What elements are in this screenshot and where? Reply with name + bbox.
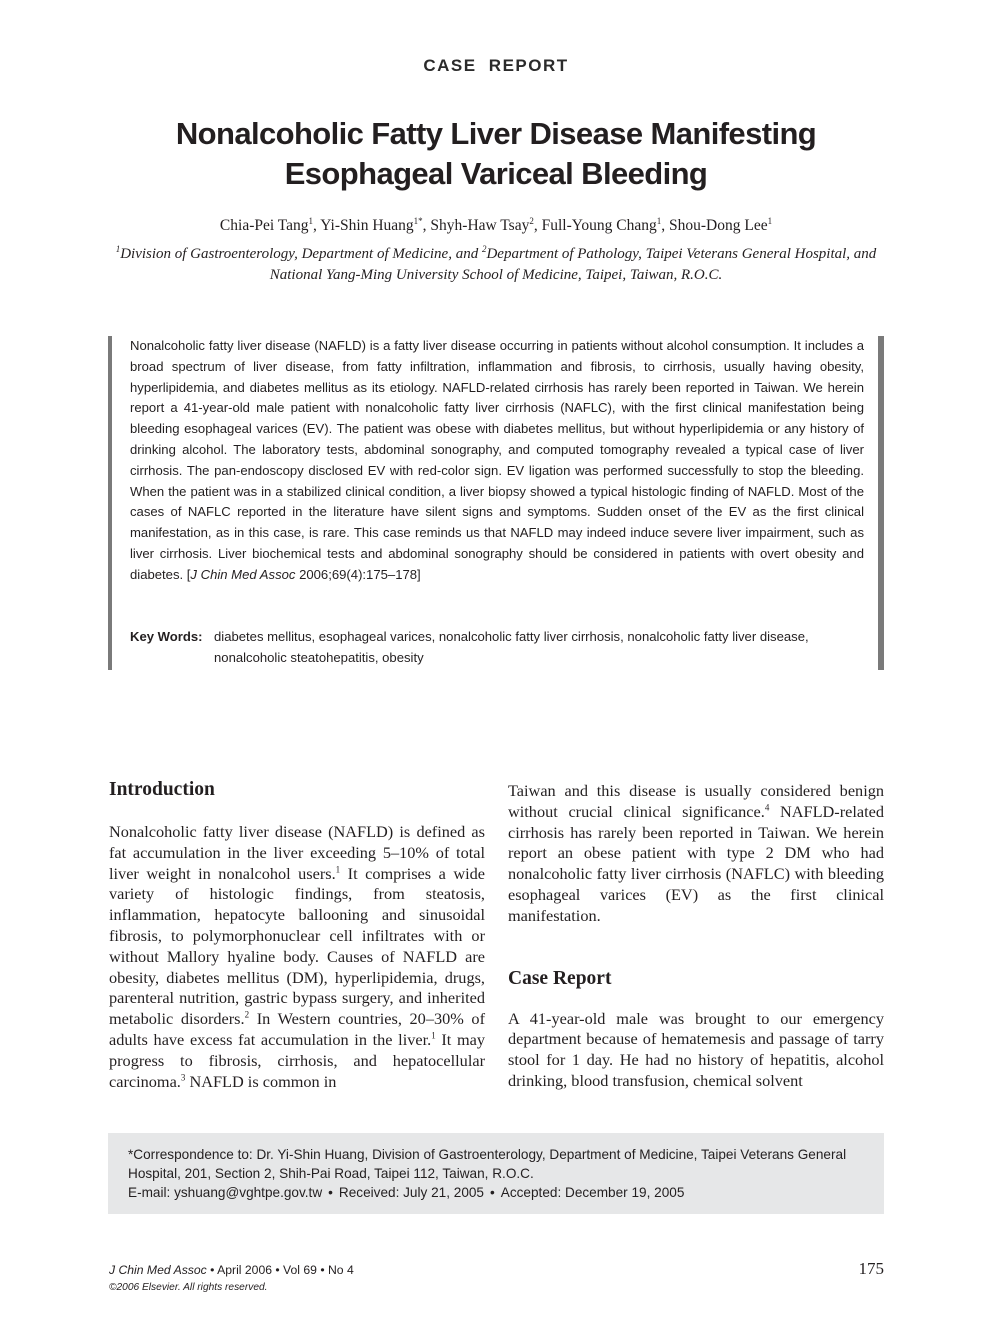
footer-journal-name: J Chin Med Assoc (109, 1263, 207, 1277)
author-affiliation-mark: 1 (656, 215, 662, 226)
text-run: It may progress to fibrosis, cirrhosis, and hepatocellular carcinoma. (109, 1029, 486, 1091)
correspondence-box (108, 1133, 884, 1214)
bullet-separator: • (328, 1185, 333, 1200)
abstract-box (108, 336, 884, 670)
correspondence-email: E-mail: yshuang@vghtpe.gov.tw (128, 1185, 323, 1200)
affiliation-mark: 1 (115, 244, 121, 254)
author-name: Full-Young Chang (541, 217, 657, 234)
text-run: It comprises a wide variety of histologic findings, from steatosis, inflammation, hepatocyte ballooning and sinusoidal fibrosis, to polymorphonuclear cell infiltrates with or without Mallory hyaline body. Causes of NAFLD are obesity, diabetes mellitus (DM), hyperlipidemia, drugs, parenteral nutrition, gastric bypass surgery, and inherited metabolic disorders. (109, 863, 485, 1029)
author-affiliation-mark: 1 (308, 215, 314, 226)
reference-mark: 4 (764, 802, 770, 813)
introduction-heading: Introduction (109, 779, 215, 800)
affiliation-text: Department of Pathology, Taipei Veterans General Hospital, and National Yang-Ming University School of Medicine, Taipei, Taiwan, R.O.C. (269, 246, 877, 283)
affiliation-mark: 2 (481, 244, 487, 254)
case-report-heading: Case Report (508, 967, 612, 989)
introduction-paragraph-continued (508, 781, 884, 927)
correspondence-meta (128, 1183, 864, 1202)
footer-journal-info (109, 1261, 354, 1297)
author-name: Chia-Pei Tang (219, 217, 309, 234)
reference-mark: 3 (180, 1072, 186, 1083)
author-affiliation-mark: 2 (529, 215, 534, 226)
keywords-label: Key Words: (130, 629, 203, 644)
author-name: Yi-Shin Huang (320, 217, 414, 234)
abstract-body: Nonalcoholic fatty liver disease (NAFLD) is a fatty liver disease occurring in patients without alcohol consumption. It includes a broad spectrum of liver disease, from fatty infiltration, inflammation and fibrosis, to cirrhosis, usually having obesity, hyperlipidemia, and diabetes mellitus as its etiology. NAFLD-related cirrhosis has rarely been reported in Taiwan. We herein report a 41-year-old male patient with nonalcoholic fatty liver cirrhosis (NAFLC), with the first clinical manifestation being bleeding esophageal varices (EV). The patient was obese with diabetes mellitus, but without hyperlipidemia or any history of drinking alcohol. The laboratory tests, abdominal sonography, and computed tomography revealed a typical case of liver cirrhosis. The pan-endoscopy disclosed EV with red-color sign. EV ligation was performed successfully to stop the bleeding. When the patient was in a stabilized clinical condition, a liver biopsy showed a typical histologic finding of NAFLD. Most of the cases of NAFLC reported in the literature have silent signs and symptoms. Sudden onset of the EV as the first clinical manifestation, as in this case, is rare. This case reminds us that NAFLD may indeed induce severe liver impairment, such as liver cirrhosis. Liver biochemical tests and abdominal sonography should be considered in patients with overt obesity and diabetes. [ (130, 338, 864, 582)
abstract-citation-journal: J Chin Med Assoc (190, 566, 296, 582)
affiliation-text: Division of Gastroenterology, Department of Medicine, and (120, 246, 482, 262)
footer-issue: • April 2006 • Vol 69 • No 4 (206, 1263, 354, 1277)
article-title: Nonalcoholic Fatty Liver Disease Manifesting Esophageal Variceal Bleeding (175, 116, 817, 191)
text-run: Taiwan and this disease is usually considered benign without crucial clinical significance. (508, 781, 884, 821)
accepted-date: Accepted: December 19, 2005 (500, 1185, 685, 1200)
footer-copyright: ©2006 Elsevier. All rights reserved. (109, 1282, 268, 1293)
page-number: 175 (858, 1259, 884, 1278)
text-run: NAFLD-related cirrhosis has rarely been reported in Taiwan. We herein report an obese patient with type 2 DM who had nonalcoholic fatty liver cirrhosis (NAFLC) with bleeding esophageal varices (EV) as the first clinical manifestation. (508, 801, 885, 925)
text-run: Nonalcoholic fatty liver disease (NAFLD) is defined as fat accumulation in the liver exceeding 5–10% of total liver weight in nonalcohol users. (109, 822, 485, 883)
correspondence-address: *Correspondence to: Dr. Yi-Shin Huang, Division of Gastroenterology, Department of Medicine, Taipei Veterans General Hospital, 201, Section 2, Shih-Pai Road, Taipei 112, Taiwan, R.O.C. (128, 1147, 847, 1181)
author-affiliation-mark: 1* (413, 215, 423, 226)
keywords-list: diabetes mellitus, esophageal varices, nonalcoholic fatty liver cirrhosis, nonalcoholic fatty liver disease, nonalcoholic steatohepatitis, obesity (214, 629, 809, 665)
text-run: NAFLD is common in (185, 1071, 337, 1091)
affiliations (110, 244, 882, 286)
reference-mark: 2 (244, 1009, 250, 1020)
section-label: CASE REPORT (423, 56, 569, 75)
right-column (508, 781, 884, 1092)
reference-mark: 1 (335, 864, 341, 875)
introduction-paragraph (109, 822, 485, 1092)
bullet-separator: • (490, 1185, 495, 1200)
abstract-text (130, 336, 864, 586)
author-list: Chia-Pei Tang$^1$, Yi-Shin Huang$^{1*}$, Shyh-Haw Tsay$^2$, Full-Young Chang$^1$, Shou-Dong Lee$^1$ (219, 215, 773, 234)
left-column (109, 778, 485, 1092)
text-run: In Western countries, 20–30% of adults have excess fat accumulation in the liver. (109, 1009, 485, 1049)
footer-issue-line (109, 1261, 354, 1279)
abstract-citation: 2006;69(4):175–178] (295, 566, 421, 582)
reference-mark: 1 (431, 1030, 436, 1041)
author-name: Shou-Dong Lee (669, 217, 768, 234)
received-date: Received: July 21, 2005 (338, 1185, 484, 1200)
author-affiliation-mark: 1 (767, 215, 773, 226)
case-report-paragraph: A 41-year-old male was brought to our emergency department because of hematemesis and passage of tarry stool for 1 day. He had no history of hepatitis, alcohol drinking, blood transfusion, chemical solvent (508, 1008, 884, 1090)
author-name: Shyh-Haw Tsay (430, 217, 530, 234)
keywords (130, 627, 864, 669)
